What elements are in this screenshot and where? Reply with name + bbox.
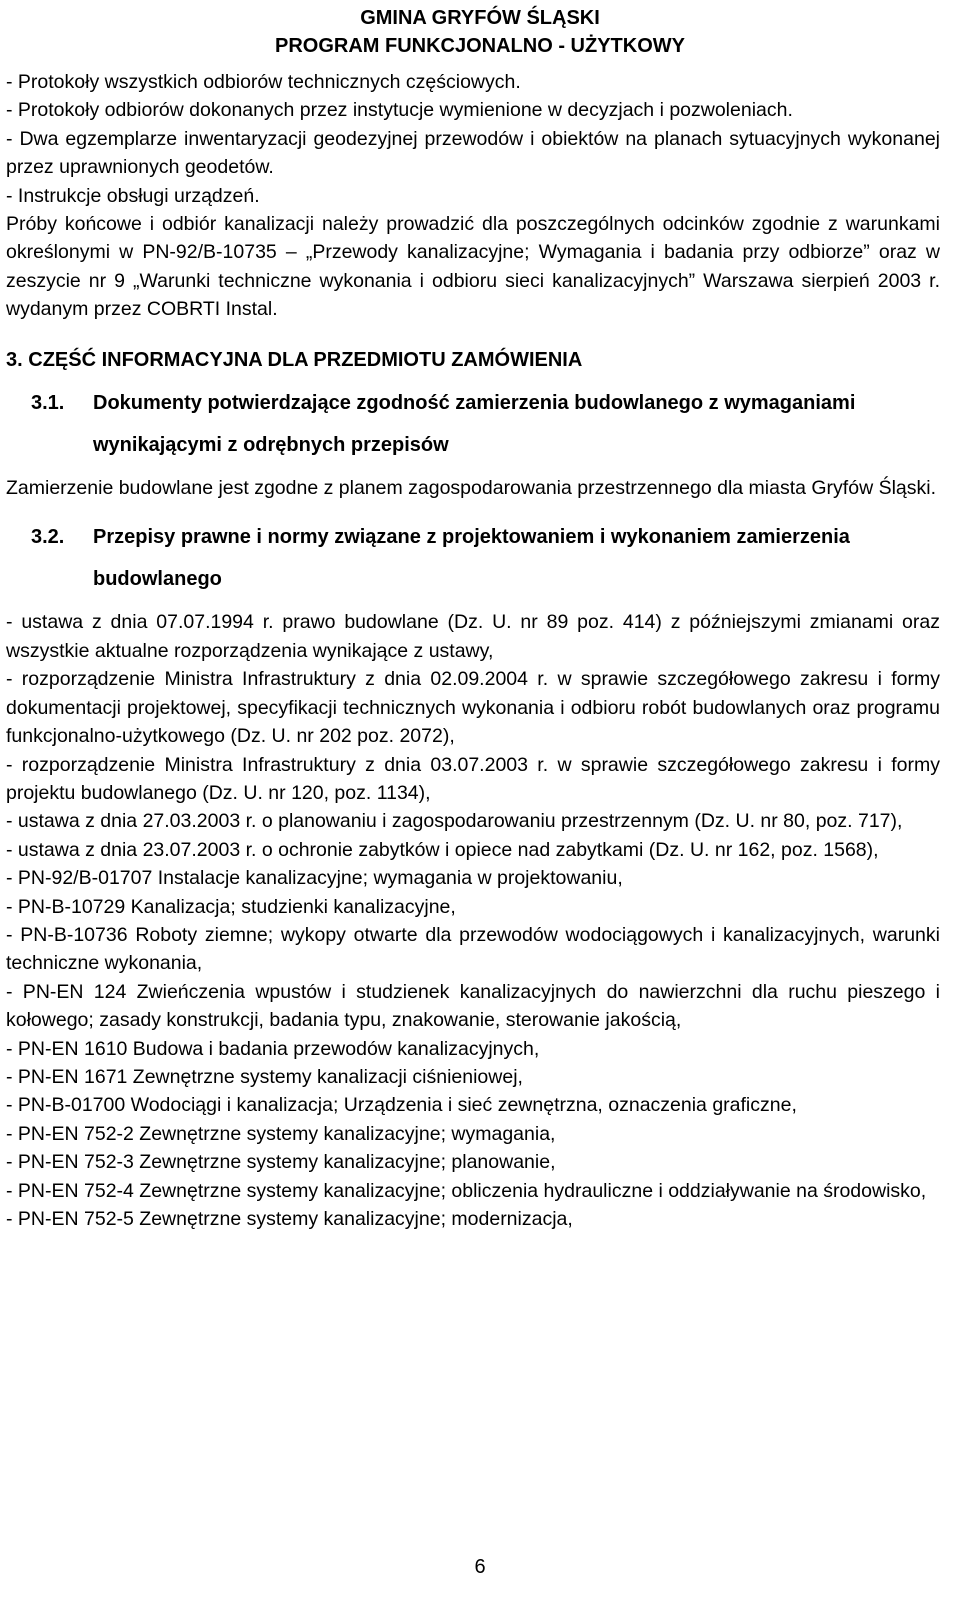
- regulation-item: - PN-EN 124 Zwieńczenia wpustów i studzienek kanalizacyjnych do nawierzchni dla ruchu pieszego i kołowego; zasady konstrukcji, badania typu, znakowanie, sterowanie jakością,: [6, 980, 940, 1032]
- regulation-item: - PN-EN 1671 Zewnętrzne systemy kanalizacji ciśnieniowej,: [6, 1065, 523, 1088]
- intro-item: - Protokoły wszystkich odbiorów technicznych częściowych.: [6, 71, 521, 93]
- regulation-item: - ustawa z dnia 27.03.2003 r. o planowaniu i zagospodarowaniu przestrzennym (Dz. U. nr 80, poz. 717),: [6, 810, 903, 833]
- regulation-item: - PN-EN 752-4 Zewnętrzne systemy kanalizacyjne; obliczenia hydrauliczne i oddziaływanie na środowisko,: [6, 1179, 927, 1202]
- regulation-item: - PN-EN 752-3 Zewnętrzne systemy kanalizacyjne; planowanie,: [6, 1151, 556, 1174]
- regulation-item: - rozporządzenie Ministra Infrastruktury z dnia 03.07.2003 r. w sprawie szczegółowego zakresu i formy projektu budowlanego (Dz. U. nr 120, poz. 1134),: [6, 753, 940, 804]
- header-program-title: PROGRAM FUNKCJONALNO - UŻYTKOWY: [275, 35, 685, 57]
- document-body: [6, 68, 940, 1233]
- regulation-item: - PN-EN 752-2 Zewnętrzne systemy kanalizacyjne; wymagania,: [6, 1122, 556, 1145]
- section-3-title: CZĘŚĆ INFORMACYJNA DLA PRZEDMIOTU ZAMÓWIENIA: [28, 348, 583, 371]
- section-3-2-number: 3.2.: [31, 526, 65, 549]
- page-header: [0, 4, 960, 60]
- section-3-2-title: Przepisy prawne i normy związane z projektowaniem i wykonaniem zamierzenia budowlanego: [93, 526, 850, 591]
- section-3-number: 3.: [6, 348, 23, 371]
- section-3-1-text: Zamierzenie budowlane jest zgodne z planem zagospodarowania przestrzennego dla miasta Gryfów Śląski.: [6, 477, 937, 500]
- intro-item: - Protokoły odbiorów dokonanych przez instytucje wymienione w decyzjach i pozwoleniach.: [6, 99, 793, 122]
- header-municipality: GMINA GRYFÓW ŚLĄSKI: [360, 7, 600, 29]
- tests-paragraph: Próby końcowe i odbiór kanalizacji należy prowadzić dla poszczególnych odcinków zgodnie z warunkami określonymi w PN-92/B-10735 – „Przewody kanalizacyjne; Wymagania i badania przy odbiorze” oraz w zeszycie nr 9 „Warunki techniczne wykonania i odbioru sieci kanalizacyjnych” Warszawa sierpień 2003 r. wydanym przez COBRTI Instal.: [6, 213, 940, 321]
- intro-item: - Dwa egzemplarze inwentaryzacji geodezyjnej przewodów i obiektów na planach sytuacyjnych wykonanej przez uprawnionych geodetów.: [6, 127, 940, 179]
- section-3-heading: [6, 346, 940, 374]
- regulation-item: - PN-B-10736 Roboty ziemne; wykopy otwarte dla przewodów wodociągowych i kanalizacyjnych, warunki techniczne wykonania,: [6, 923, 940, 975]
- section-3-2-heading: [6, 516, 940, 600]
- regulation-item: - ustawa z dnia 07.07.1994 r. prawo budowlane (Dz. U. nr 89 poz. 414) z późniejszymi zmianami oraz wszystkie aktualne rozporządzenia wynikające z ustawy,: [6, 611, 940, 662]
- section-3-1-title: Dokumenty potwierdzające zgodność zamierzenia budowlanego z wymaganiami wynikającymi z odrębnych przepisów: [93, 392, 856, 457]
- section-3-1-heading: [6, 382, 940, 466]
- intro-list: [6, 68, 940, 210]
- regulation-item: - PN-EN 1610 Budowa i badania przewodów kanalizacyjnych,: [6, 1037, 540, 1060]
- section-3-1-number: 3.1.: [31, 392, 65, 415]
- regulation-item: - PN-92/B-01707 Instalacje kanalizacyjne; wymagania w projektowaniu,: [6, 867, 623, 890]
- intro-item: - Instrukcje obsługi urządzeń.: [6, 184, 260, 207]
- regulation-item: - PN-EN 752-5 Zewnętrzne systemy kanalizacyjne; modernizacja,: [6, 1208, 573, 1230]
- regulation-item: - PN-B-10729 Kanalizacja; studzienki kanalizacyjne,: [6, 895, 456, 918]
- page-number: 6: [474, 1556, 486, 1578]
- regulation-item: - PN-B-01700 Wodociągi i kanalizacja; Urządzenia i sieć zewnętrzna, oznaczenia graficzne,: [6, 1094, 797, 1117]
- regulations-list: [6, 608, 940, 1233]
- regulation-item: - rozporządzenie Ministra Infrastruktury z dnia 02.09.2004 r. w sprawie szczegółowego zakresu i formy dokumentacji projektowej, specyfikacji technicznych wykonania i odbioru robót budowlanych oraz programu funkcjonalno-użytkowego (Dz. U. nr 202 poz. 2072),: [6, 668, 940, 748]
- regulation-item: - ustawa z dnia 23.07.2003 r. o ochronie zabytków i opiece nad zabytkami (Dz. U. nr 162, poz. 1568),: [6, 838, 879, 861]
